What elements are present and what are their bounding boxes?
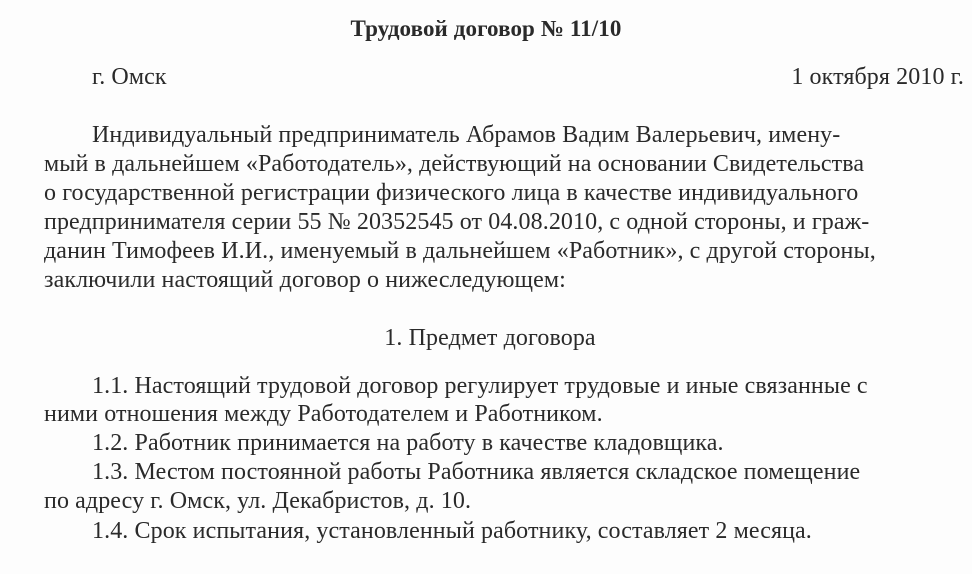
clause-line: 1.4. Срок испытания, установленный работнику, составляет 2 месяца. [92, 518, 812, 544]
clause-line: по адресу г. Омск, ул. Декабристов, д. 10. [44, 488, 472, 514]
preamble-line: мый в дальнейшем «Работодатель», действующий на основании Свидетельства [44, 151, 865, 177]
clause-line: 1.2. Работник принимается на работу в качестве кладовщика. [92, 430, 724, 456]
document-city: г. Омск [92, 64, 167, 90]
clause-line: ними отношения между Работодателем и Работником. [44, 401, 603, 427]
preamble-line: заключили настоящий договор о нижеследующем: [44, 267, 566, 293]
document-date: 1 октября 2010 г. [791, 64, 964, 90]
section-heading: 1. Предмет договора [384, 325, 596, 351]
preamble-line: Индивидуальный предприниматель Абрамов Вадим Валерьевич, имену- [92, 122, 841, 148]
preamble-line: предпринимателя серии 55 № 20352545 от 04.08.2010, с одной стороны, и граж- [44, 209, 870, 235]
clause-line: 1.1. Настоящий трудовой договор регулирует трудовые и иные связанные с [92, 373, 868, 399]
preamble-line: о государственной регистрации физического лица в качестве индивидуального [44, 180, 859, 206]
clause-line: 1.3. Местом постоянной работы Работника является складское помещение [92, 459, 861, 485]
preamble-line: данин Тимофеев И.И., именуемый в дальнейшем «Работник», с другой стороны, [44, 238, 876, 264]
document-title: Трудовой договор № 11/10 [350, 16, 622, 41]
